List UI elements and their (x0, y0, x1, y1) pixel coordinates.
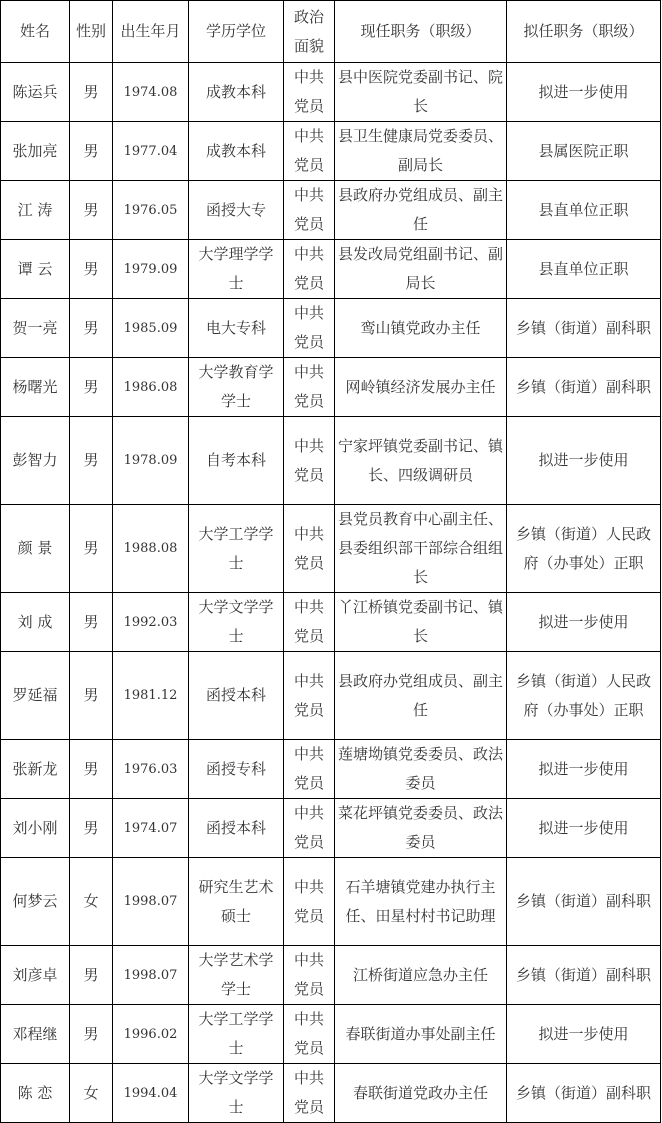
birth-date-cell: 1981.12 (113, 652, 189, 740)
table-row (1, 1005, 661, 1064)
proposed-position-cell: 拟进一步使用 (507, 1005, 661, 1064)
gender-cell: 男 (70, 740, 113, 799)
proposed-position-cell: 拟进一步使用 (507, 740, 661, 799)
gender-cell: 男 (70, 946, 113, 1005)
education-cell: 大学工学学士 (189, 1005, 284, 1064)
table-row (1, 1064, 661, 1123)
current-position-cell: 宁家坪镇党委副书记、镇长、四级调研员 (335, 417, 507, 505)
party-cell: 中共党员 (284, 240, 335, 299)
party-cell: 中共党员 (284, 358, 335, 417)
name-cell: 张加亮 (1, 122, 70, 181)
table-row (1, 858, 661, 946)
name-cell: 杨曙光 (1, 358, 70, 417)
name-cell: 颜 景 (1, 505, 70, 593)
name-cell: 刘彦卓 (1, 946, 70, 1005)
birth-date-cell: 1974.07 (113, 799, 189, 858)
current-position-cell: 县政府办党组成员、副主任 (335, 181, 507, 240)
current-position-cell: 莲塘坳镇党委委员、政法委员 (335, 740, 507, 799)
current-position-cell: 县卫生健康局党委委员、副局长 (335, 122, 507, 181)
proposed-position-cell: 乡镇（街道）人民政府（办事处）正职 (507, 652, 661, 740)
current-position-cell: 县政府办党组成员、副主任 (335, 652, 507, 740)
birth-date-cell: 1986.08 (113, 358, 189, 417)
birth-date-cell: 1998.07 (113, 946, 189, 1005)
table-row (1, 652, 661, 740)
education-cell: 函授本科 (189, 652, 284, 740)
name-cell: 邓程继 (1, 1005, 70, 1064)
proposed-position-cell: 乡镇（街道）人民政府（办事处）正职 (507, 505, 661, 593)
education-cell: 研究生艺术硕士 (189, 858, 284, 946)
gender-cell: 男 (70, 1005, 113, 1064)
party-cell: 中共党员 (284, 858, 335, 946)
proposed-position-cell: 乡镇（街道）副科职 (507, 299, 661, 358)
gender-cell: 男 (70, 63, 113, 122)
current-position-cell: 春联街道办事处副主任 (335, 1005, 507, 1064)
birth-date-cell: 1985.09 (113, 299, 189, 358)
current-position-cell: 县党员教育中心副主任、县委组织部干部综合组组长 (335, 505, 507, 593)
party-cell: 中共党员 (284, 181, 335, 240)
table-row (1, 299, 661, 358)
birth-date-cell: 1976.05 (113, 181, 189, 240)
birth-date-cell: 1979.09 (113, 240, 189, 299)
table-row (1, 63, 661, 122)
education-cell: 成教本科 (189, 63, 284, 122)
table-row (1, 799, 661, 858)
education-cell: 大学教育学学士 (189, 358, 284, 417)
table-row (1, 240, 661, 299)
birth-date-cell: 1977.04 (113, 122, 189, 181)
table-row (1, 593, 661, 652)
header-name: 姓名 (1, 1, 70, 63)
gender-cell: 男 (70, 240, 113, 299)
name-cell: 陈运兵 (1, 63, 70, 122)
current-position-cell: 网岭镇经济发展办主任 (335, 358, 507, 417)
party-cell: 中共党员 (284, 505, 335, 593)
party-cell: 中共党员 (284, 946, 335, 1005)
table-row (1, 505, 661, 593)
header-birth: 出生年月 (113, 1, 189, 63)
proposed-position-cell: 拟进一步使用 (507, 593, 661, 652)
current-position-cell: 春联街道党政办主任 (335, 1064, 507, 1123)
party-cell: 中共党员 (284, 63, 335, 122)
birth-date-cell: 1998.07 (113, 858, 189, 946)
proposed-position-cell: 县属医院正职 (507, 122, 661, 181)
birth-date-cell: 1996.02 (113, 1005, 189, 1064)
gender-cell: 男 (70, 505, 113, 593)
education-cell: 函授大专 (189, 181, 284, 240)
education-cell: 函授专科 (189, 740, 284, 799)
name-cell: 刘小刚 (1, 799, 70, 858)
gender-cell: 男 (70, 358, 113, 417)
birth-date-cell: 1978.09 (113, 417, 189, 505)
proposed-position-cell: 拟进一步使用 (507, 799, 661, 858)
education-cell: 成教本科 (189, 122, 284, 181)
education-cell: 大学理学学士 (189, 240, 284, 299)
gender-cell: 男 (70, 652, 113, 740)
birth-date-cell: 1992.03 (113, 593, 189, 652)
name-cell: 何梦云 (1, 858, 70, 946)
education-cell: 大学文学学士 (189, 1064, 284, 1123)
proposed-position-cell: 乡镇（街道）副科职 (507, 1064, 661, 1123)
proposed-position-cell: 拟进一步使用 (507, 63, 661, 122)
gender-cell: 男 (70, 122, 113, 181)
header-gender: 性别 (70, 1, 113, 63)
current-position-cell: 江桥街道应急办主任 (335, 946, 507, 1005)
birth-date-cell: 1976.03 (113, 740, 189, 799)
education-cell: 函授本科 (189, 799, 284, 858)
party-cell: 中共党员 (284, 593, 335, 652)
current-position-cell: 县发改局党组副书记、副局长 (335, 240, 507, 299)
current-position-cell: 菜花坪镇党委委员、政法委员 (335, 799, 507, 858)
education-cell: 大学文学学士 (189, 593, 284, 652)
current-position-cell: 县中医院党委副书记、院长 (335, 63, 507, 122)
party-cell: 中共党员 (284, 740, 335, 799)
name-cell: 彭智力 (1, 417, 70, 505)
current-position-cell: 鸾山镇党政办主任 (335, 299, 507, 358)
birth-date-cell: 1988.08 (113, 505, 189, 593)
table-row (1, 946, 661, 1005)
education-cell: 电大专科 (189, 299, 284, 358)
gender-cell: 女 (70, 858, 113, 946)
table-row (1, 181, 661, 240)
gender-cell: 男 (70, 593, 113, 652)
gender-cell: 男 (70, 181, 113, 240)
proposed-position-cell: 拟进一步使用 (507, 417, 661, 505)
party-cell: 中共党员 (284, 799, 335, 858)
header-proposed-position: 拟任职务（职级） (507, 1, 661, 63)
party-cell: 中共党员 (284, 1064, 335, 1123)
proposed-position-cell: 乡镇（街道）副科职 (507, 858, 661, 946)
proposed-position-cell: 县直单位正职 (507, 181, 661, 240)
current-position-cell: 丫江桥镇党委副书记、镇长 (335, 593, 507, 652)
name-cell: 贺一亮 (1, 299, 70, 358)
party-cell: 中共党员 (284, 299, 335, 358)
party-cell: 中共党员 (284, 417, 335, 505)
gender-cell: 男 (70, 299, 113, 358)
table-body (1, 63, 661, 1123)
table-row (1, 122, 661, 181)
education-cell: 自考本科 (189, 417, 284, 505)
education-cell: 大学工学学士 (189, 505, 284, 593)
birth-date-cell: 1974.08 (113, 63, 189, 122)
proposed-position-cell: 县直单位正职 (507, 240, 661, 299)
name-cell: 刘 成 (1, 593, 70, 652)
name-cell: 陈 恋 (1, 1064, 70, 1123)
proposed-position-cell: 乡镇（街道）副科职 (507, 946, 661, 1005)
header-current-position: 现任职务（职级） (335, 1, 507, 63)
gender-cell: 男 (70, 799, 113, 858)
table-row (1, 358, 661, 417)
header-row (1, 1, 661, 63)
current-position-cell: 石羊塘镇党建办执行主任、田星村村书记助理 (335, 858, 507, 946)
party-cell: 中共党员 (284, 652, 335, 740)
party-cell: 中共党员 (284, 122, 335, 181)
party-cell: 中共党员 (284, 1005, 335, 1064)
name-cell: 江 涛 (1, 181, 70, 240)
gender-cell: 男 (70, 417, 113, 505)
birth-date-cell: 1994.04 (113, 1064, 189, 1123)
gender-cell: 女 (70, 1064, 113, 1123)
name-cell: 张新龙 (1, 740, 70, 799)
table-row (1, 740, 661, 799)
education-cell: 大学艺术学学士 (189, 946, 284, 1005)
table-row (1, 417, 661, 505)
header-education: 学历学位 (189, 1, 284, 63)
name-cell: 谭 云 (1, 240, 70, 299)
name-cell: 罗延福 (1, 652, 70, 740)
proposed-position-cell: 乡镇（街道）副科职 (507, 358, 661, 417)
header-party: 政治面貌 (284, 1, 335, 63)
